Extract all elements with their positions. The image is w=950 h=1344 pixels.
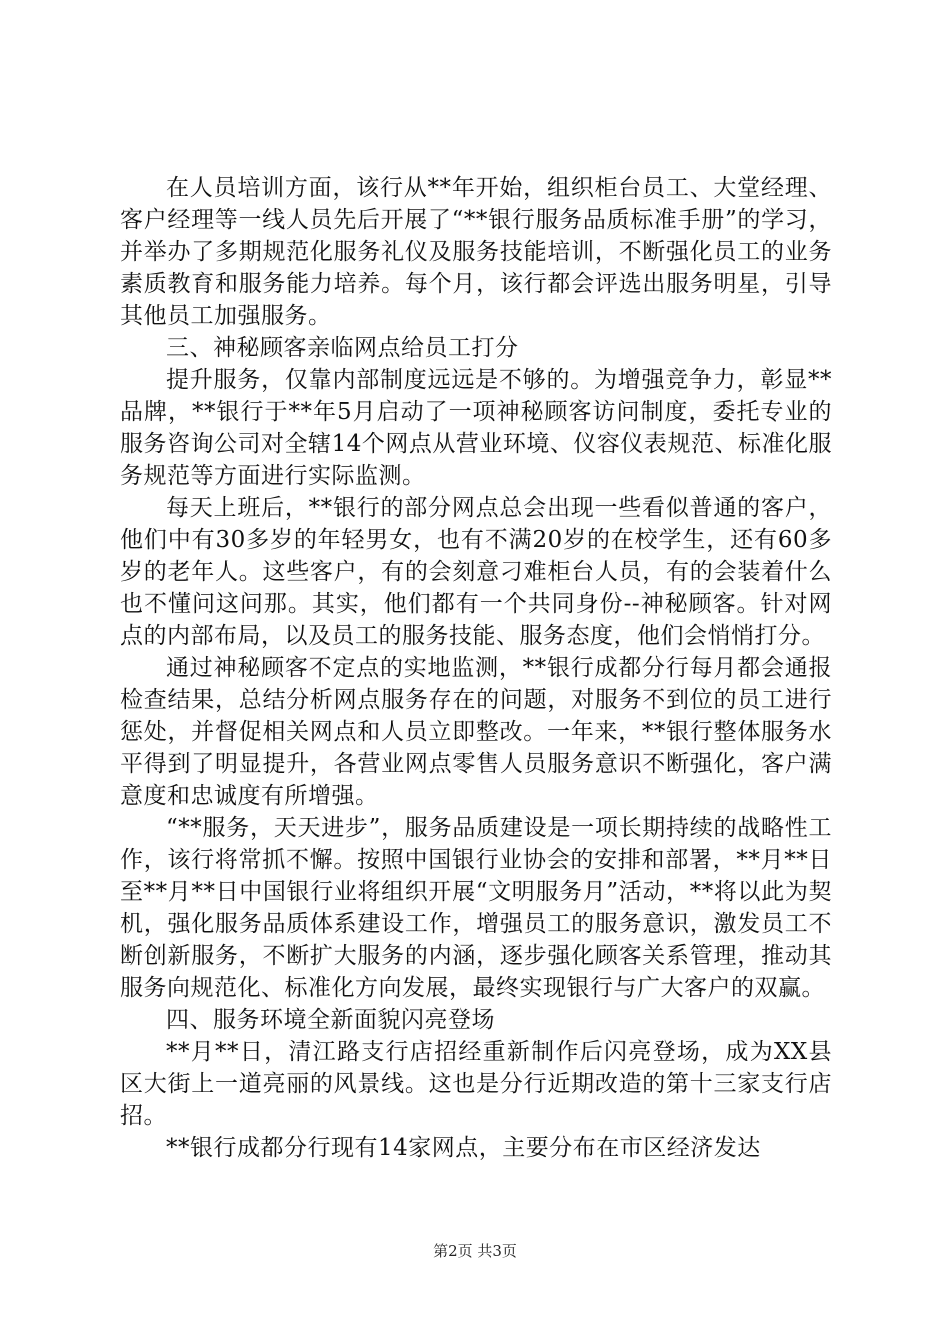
section-heading-service-environment: 四、服务环境全新面貌闪亮登场 bbox=[166, 1007, 495, 1033]
paragraph-mystery-shopper-system: 提升服务，仅靠内部制度远远是不够的。为增强竞争力，彰显**品牌，**银行于**年5月启动了一项神秘顾客访问制度，委托专业的服务咨询公司对全辖14个网点从营业环境、仪容仪表规范、标准化服务规范等方面进行实际监测。 bbox=[120, 367, 832, 489]
page-number-footer: 第2页 共3页 bbox=[433, 1242, 517, 1260]
document-body bbox=[120, 172, 832, 1164]
paragraph-service-quality-strategy: “**服务，天天进步”，服务品质建设是一项长期持续的战略性工作，该行将常抓不懈。按照中国银行业协会的安排和部署，**月**日至**月**日中国银行业将组织开展“文明服务月”活动，**将以此为契机，强化服务品质体系建设工作，增强员工的服务意识，激发员工不断创新服务，不断扩大服务的内涵，逐步强化顾客关系管理，推动其服务向规范化、标准化方向发展，最终实现银行与广大客户的双赢。 bbox=[120, 815, 833, 1001]
section-heading-mystery-shopper: 三、神秘顾客亲临网点给员工打分 bbox=[166, 335, 519, 361]
paragraph-branch-network: **银行成都分行现有14家网点，主要分布在市区经济发达 bbox=[166, 1135, 761, 1161]
paragraph-monitoring-results: 通过神秘顾客不定点的实地监测，**银行成都分行每月都会通报检查结果，总结分析网点服务存在的问题，对服务不到位的员工进行惩处，并督促相关网点和人员立即整改。一年来，**银行整体服务水平得到了明显提升，各营业网点零售人员服务意识不断强化，客户满意度和忠诚度有所增强。 bbox=[120, 655, 832, 809]
paragraph-branch-signage: **月**日，清江路支行店招经重新制作后闪亮登场，成为XX县区大街上一道亮丽的风景线。这也是分行近期改造的第十三家支行店招。 bbox=[120, 1039, 832, 1129]
paragraph-staff-training: 在人员培训方面，该行从**年开始，组织柜台员工、大堂经理、客户经理等一线人员先后开展了“**银行服务品质标准手册”的学习，并举办了多期规范化服务礼仪及服务技能培训，不断强化员工的业务素质教育和服务能力培养。每个月，该行都会评选出服务明星，引导其他员工加强服务。 bbox=[120, 175, 832, 329]
paragraph-mystery-shopper-visits: 每天上班后，**银行的部分网点总会出现一些看似普通的客户，他们中有30多岁的年轻男女，也有不满20岁的在校学生，还有60多岁的老年人。这些客户，有的会刻意刁难柜台人员，有的会装着什么也不懂问这问那。其实，他们都有一个共同身份--神秘顾客。针对网点的内部布局，以及员工的服务技能、服务态度，他们会悄悄打分。 bbox=[120, 495, 832, 649]
